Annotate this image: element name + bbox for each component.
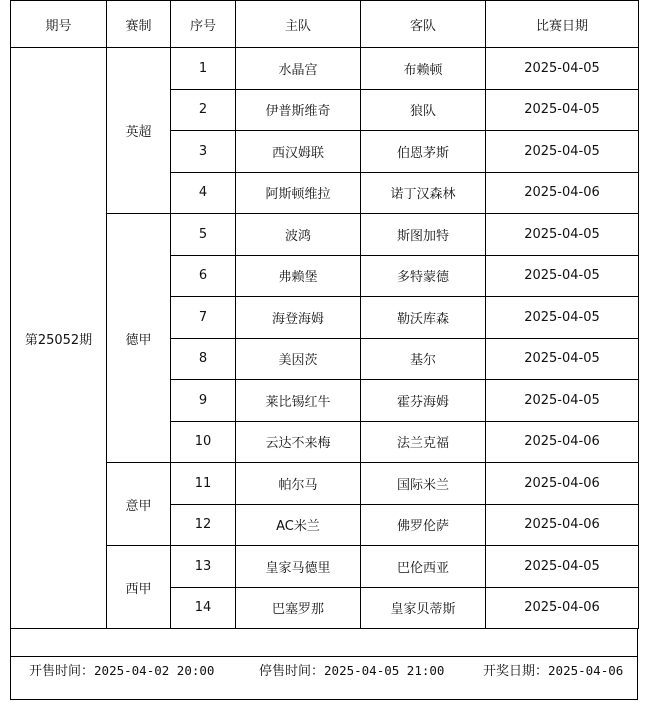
match-date-cell: 2025-04-05 — [486, 338, 639, 380]
seq-cell: 2 — [171, 89, 236, 131]
blank-row — [10, 628, 638, 657]
seq-cell: 1 — [171, 48, 236, 90]
home-team-cell: 水晶宫 — [236, 48, 361, 90]
sale-info-footer — [10, 657, 638, 700]
away-team-cell: 法兰克福 — [361, 421, 486, 463]
match-date-cell: 2025-04-05 — [486, 297, 639, 339]
sale-stop-label: 停售时间： — [259, 664, 325, 679]
sale-stop-info — [259, 657, 444, 684]
match-date-cell: 2025-04-06 — [486, 587, 639, 629]
match-date-cell: 2025-04-05 — [486, 255, 639, 297]
seq-cell: 7 — [171, 297, 236, 339]
seq-cell: 11 — [171, 463, 236, 505]
draw-date-info — [483, 657, 623, 684]
seq-cell: 8 — [171, 338, 236, 380]
match-date-cell: 2025-04-06 — [486, 421, 639, 463]
match-date-cell: 2025-04-05 — [486, 546, 639, 588]
header-league: 赛制 — [107, 1, 171, 48]
away-team-cell: 基尔 — [361, 338, 486, 380]
period-cell: 第25052期 — [11, 48, 107, 629]
away-team-cell: 巴伦西亚 — [361, 546, 486, 588]
sale-open-label: 开售时间： — [29, 664, 95, 679]
header-home: 主队 — [236, 1, 361, 48]
away-team-cell: 狼队 — [361, 89, 486, 131]
header-date: 比赛日期 — [486, 1, 639, 48]
home-team-cell: 皇家马德里 — [236, 546, 361, 588]
home-team-cell: 阿斯顿维拉 — [236, 172, 361, 214]
seq-cell: 5 — [171, 214, 236, 256]
league-cell: 德甲 — [107, 214, 171, 463]
match-date-cell: 2025-04-06 — [486, 504, 639, 546]
seq-cell: 13 — [171, 546, 236, 588]
sale-open-info — [29, 657, 214, 684]
match-date-cell: 2025-04-05 — [486, 89, 639, 131]
league-cell: 西甲 — [107, 546, 171, 629]
home-team-cell: 波鸿 — [236, 214, 361, 256]
away-team-cell: 佛罗伦萨 — [361, 504, 486, 546]
draw-date-value: 2025-04-06 — [548, 663, 624, 678]
home-team-cell: 云达不来梅 — [236, 421, 361, 463]
away-team-cell: 伯恩茅斯 — [361, 131, 486, 173]
match-row — [11, 48, 639, 90]
seq-cell: 6 — [171, 255, 236, 297]
league-cell: 意甲 — [107, 463, 171, 546]
home-team-cell: 弗赖堡 — [236, 255, 361, 297]
fixtures-table — [10, 0, 639, 629]
away-team-cell: 国际米兰 — [361, 463, 486, 505]
away-team-cell: 霍芬海姆 — [361, 380, 486, 422]
header-row — [11, 1, 639, 48]
league-cell: 英超 — [107, 48, 171, 214]
away-team-cell: 皇家贝蒂斯 — [361, 587, 486, 629]
away-team-cell: 布赖顿 — [361, 48, 486, 90]
home-team-cell: 帕尔马 — [236, 463, 361, 505]
seq-cell: 14 — [171, 587, 236, 629]
sale-stop-value: 2025-04-05 21:00 — [324, 663, 445, 678]
home-team-cell: 美因茨 — [236, 338, 361, 380]
home-team-cell: 莱比锡红牛 — [236, 380, 361, 422]
seq-cell: 10 — [171, 421, 236, 463]
away-team-cell: 勒沃库森 — [361, 297, 486, 339]
seq-cell: 4 — [171, 172, 236, 214]
match-date-cell: 2025-04-05 — [486, 214, 639, 256]
home-team-cell: 伊普斯维奇 — [236, 89, 361, 131]
sale-open-value: 2025-04-02 20:00 — [94, 663, 215, 678]
match-date-cell: 2025-04-05 — [486, 131, 639, 173]
header-seq: 序号 — [171, 1, 236, 48]
away-team-cell: 斯图加特 — [361, 214, 486, 256]
seq-cell: 9 — [171, 380, 236, 422]
home-team-cell: 海登海姆 — [236, 297, 361, 339]
home-team-cell: AC米兰 — [236, 504, 361, 546]
away-team-cell: 诺丁汉森林 — [361, 172, 486, 214]
home-team-cell: 西汉姆联 — [236, 131, 361, 173]
match-date-cell: 2025-04-06 — [486, 172, 639, 214]
match-date-cell: 2025-04-05 — [486, 48, 639, 90]
match-date-cell: 2025-04-05 — [486, 380, 639, 422]
away-team-cell: 多特蒙德 — [361, 255, 486, 297]
header-away: 客队 — [361, 1, 486, 48]
home-team-cell: 巴塞罗那 — [236, 587, 361, 629]
seq-cell: 3 — [171, 131, 236, 173]
fixtures-body — [11, 48, 639, 629]
draw-date-label: 开奖日期： — [483, 664, 549, 679]
match-date-cell: 2025-04-06 — [486, 463, 639, 505]
seq-cell: 12 — [171, 504, 236, 546]
header-period: 期号 — [11, 1, 107, 48]
